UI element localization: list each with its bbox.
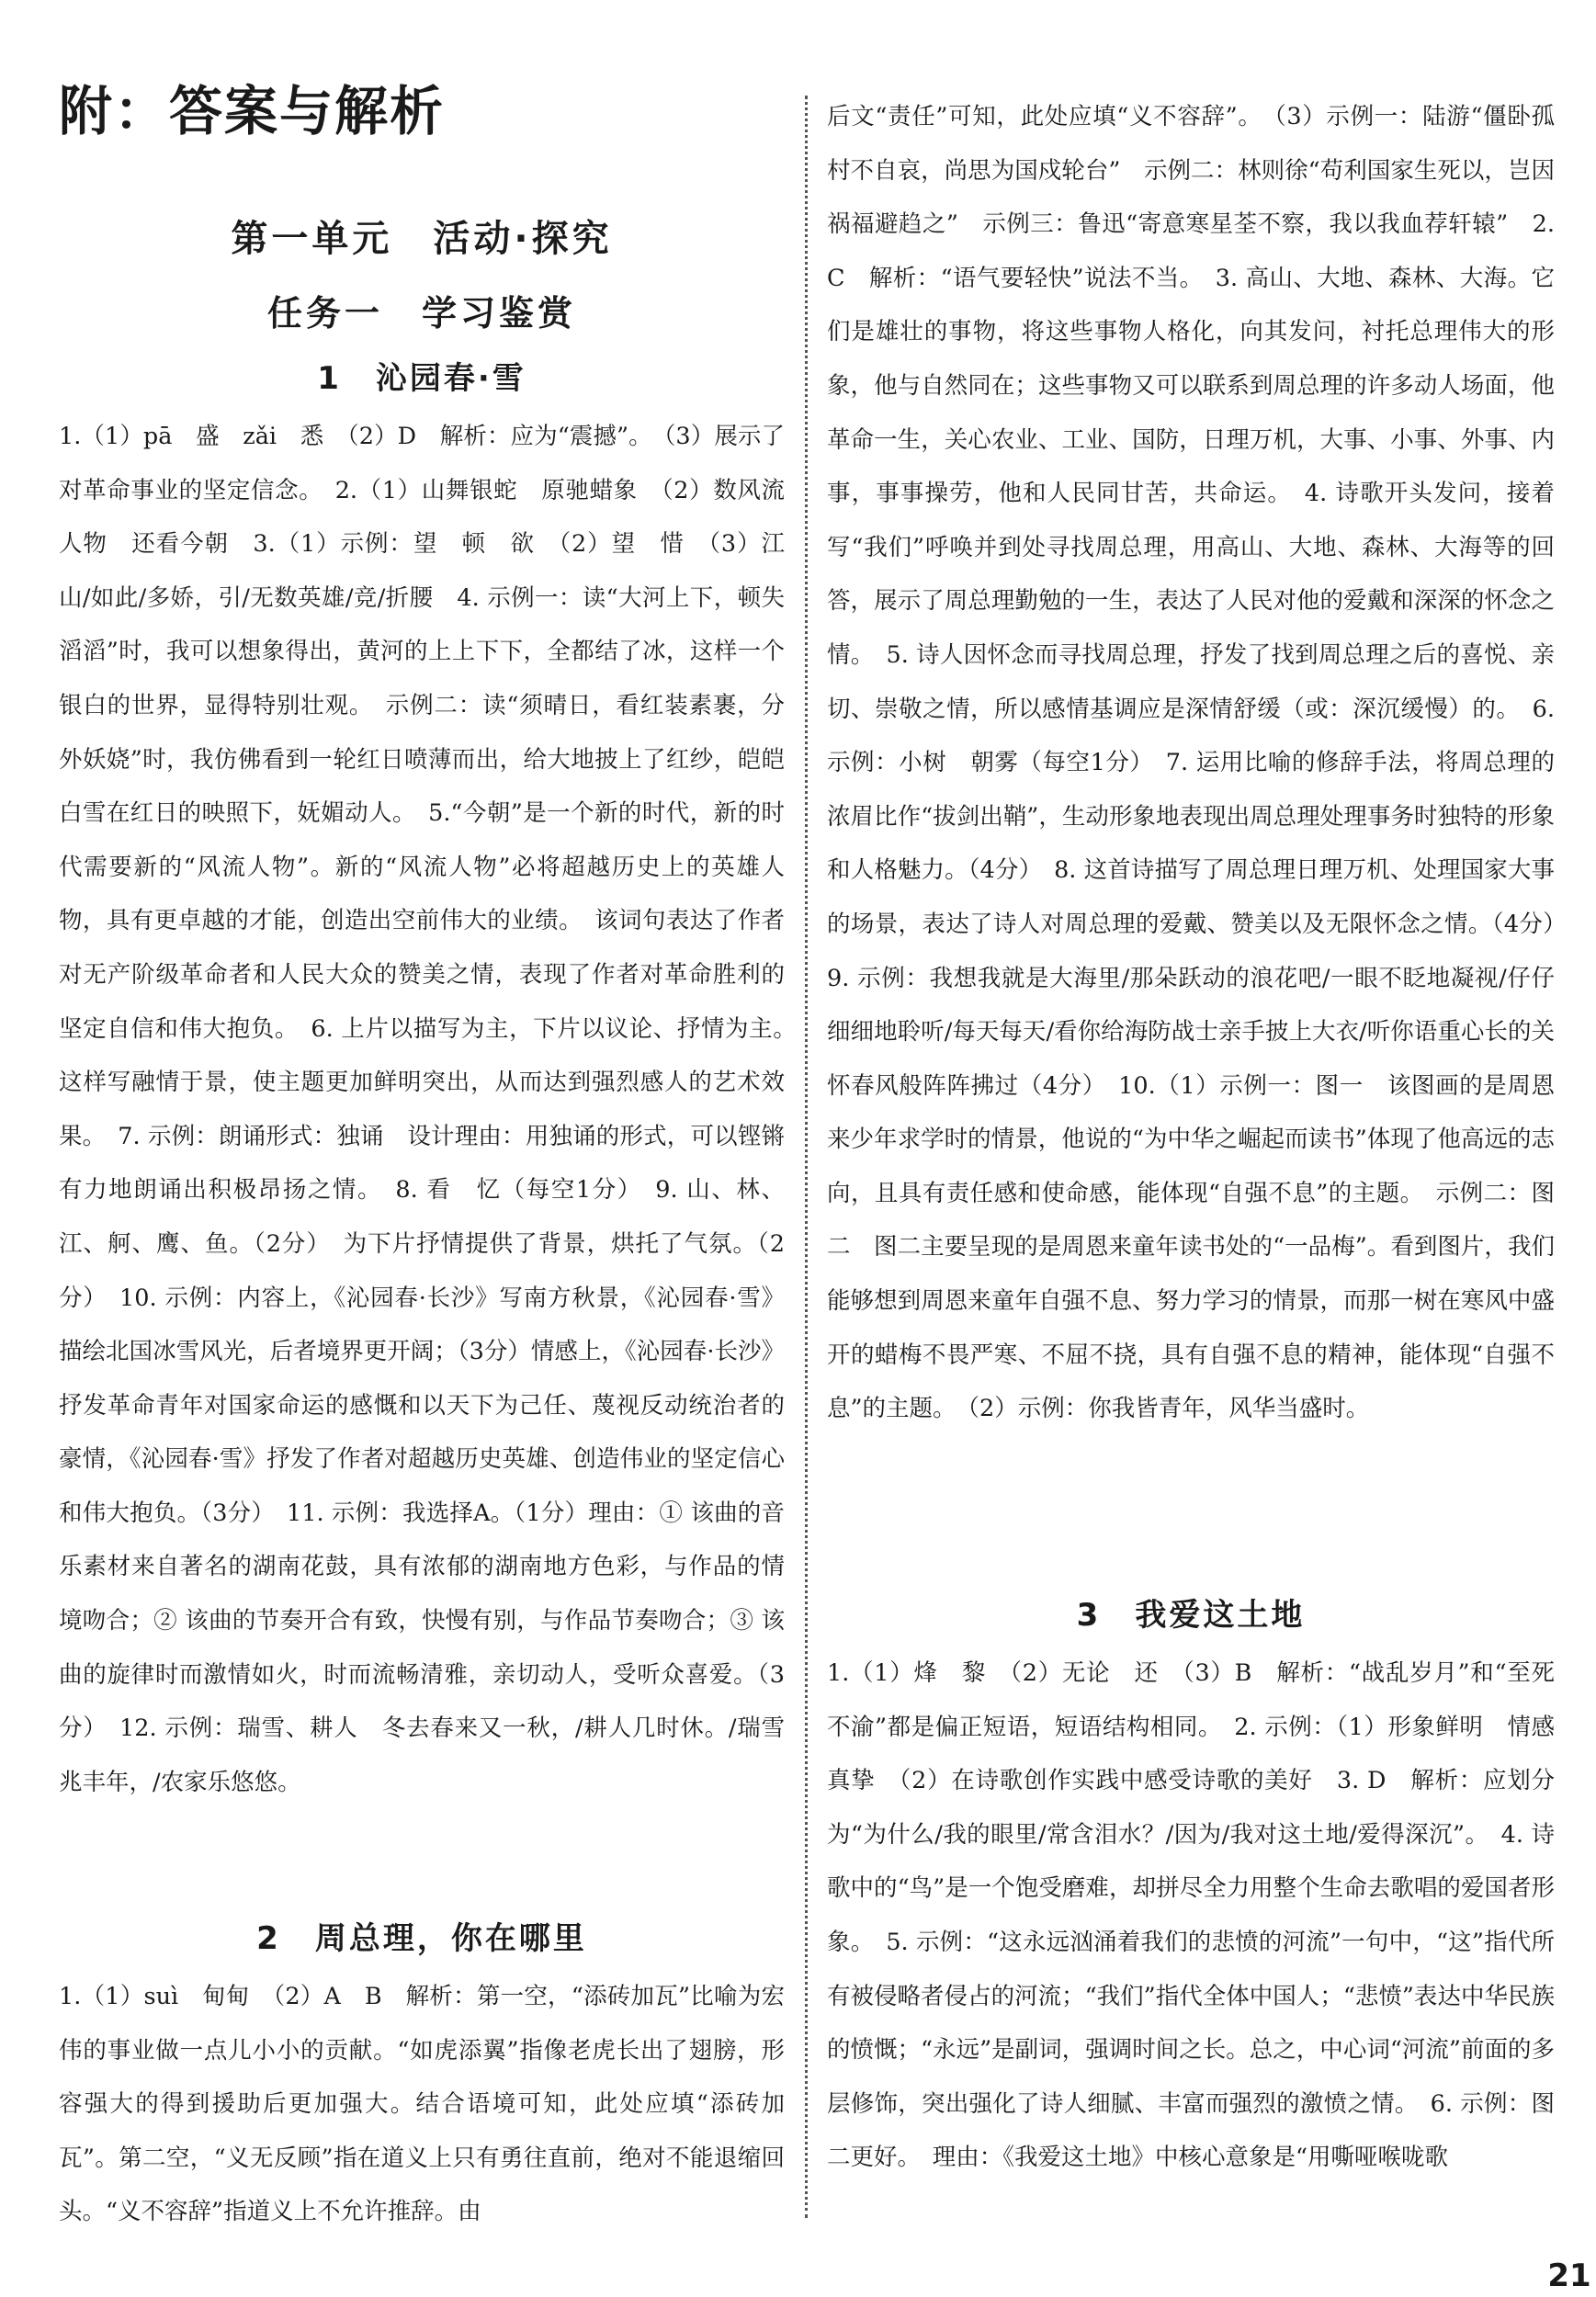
- task-title: 任务一 学习鉴赏: [266, 293, 576, 334]
- page-header: 附：答案与解析: [59, 80, 446, 142]
- lesson-1-answers: 1.（1）pā 盛 zǎi 悉 （2）D 解析：应为“震撼”。 （3）展示了对革命事业的坚定信念。 2.（1）山舞银蛇 原驰蜡象 （2）数风流人物 还看今朝 3.（1）示例：望 顿 欲 （2）望 惜 （3）江山/如此/多娇，引/无数英雄/竞/折腰 4. 示例一：读“大河上下，顿失滔滔”时，我可以想象得出，黄河的上上下下，全都结了冰，这样一个银白的世界，显得特别壮观。 示例二：读“须晴日，看红装素裹，分外妖娆”时，我仿佛看到一轮红日喷薄而出，给大地披上了红纱，皑皑白雪在红日的映照下，妩媚动人。 5.“今朝”是一个新的时代，新的时代需要新的“风流人物”。新的“风流人物”必将超越历史上的英雄人物，具有更卓越的才能，创造出空前伟大的业绩。 该词句表达了作者对无产阶级革命者和人民大众的赞美之情，表现了作者对革命胜利的坚定自信和伟大抱负。 6. 上片以描写为主，下片以议论、抒情为主。 这样写融情于景，使主题更加鲜明突出，从而达到强烈感人的艺术效果。 7. 示例：朗诵形式：独诵 设计理由：用独诵的形式，可以铿锵有力地朗诵出积极昂扬之情。 8. 看 忆（每空1分） 9. 山、林、江、舸、鹰、鱼。（2分） 为下片抒情提供了背景，烘托了气氛。（2分） 10. 示例：内容上，《沁园春·长沙》写南方秋景，《沁园春·雪》描绘北国冰雪风光，后者境界更开阔；（3分）情感上，《沁园春·长沙》抒发革命青年对国家命运的感慨和以天下为己任、蔑视反动统治者的豪情，《沁园春·雪》抒发了作者对超越历史英雄、创造伟业的坚定信心和伟大抱负。（3分） 11. 示例：我选择A。（1分）理由：① 该曲的音乐素材来自著名的湖南花鼓，具有浓郁的湖南地方色彩，与作品的情境吻合；② 该曲的节奏开合有致，快慢有别，与作品节奏吻合；③ 该曲的旋律时而激情如火，时而流畅清雅，亲切动人，受听众喜爱。（3分） 12. 示例：瑞雪、耕人 冬去春来又一秋，/耕人几时休。/瑞雪兆丰年，/农家乐悠悠。: [59, 423, 809, 1796]
- lesson-2-title: 2 周总理，你在哪里: [256, 1920, 587, 1957]
- lesson-1-title: 1 沁园春·雪: [317, 360, 526, 397]
- lesson-2-answers-continued: 后文“责任”可知，此处应填“义不容辞”。 （3）示例一：陆游“僵卧孤村不自哀，尚思为国戍轮台” 示例二：林则徐“苟利国家生死以，岂因祸福避趋之” 示例三：鲁迅“寄意寒星荃不察，我以我血荐轩辕” 2. C 解析：“语气要轻快”说法不当。 3. 高山、大地、森林、大海。它们是雄壮的事物，将这些事物人格化，向其发问，衬托总理伟大的形象，他与自然同在；这些事物又可以联系到周总理的许多动人场面，他革命一生，关心农业、工业、国防，日理万机，大事、小事、外事、内事，事事操劳，他和人民同甘苦，共命运。 4. 诗歌开头发问，接着写“我们”呼唤并到处寻找周总理，用高山、大地、森林、大海等的回答，展示了周总理勤勉的一生，表达了人民对他的爱戴和深深的怀念之情。 5. 诗人因怀念而寻找周总理，抒发了找到周总理之后的喜悦、亲切、崇敬之情，所以感情基调应是深情舒缓（或：深沉缓慢）的。 6. 示例：小树 朝雾（每空1分） 7. 运用比喻的修辞手法，将周总理的浓眉比作“拔剑出鞘”，生动形象地表现出周总理处理事务时独特的形象和人格魅力。（4分） 8. 这首诗描写了周总理日理万机、处理国家大事的场景，表达了诗人对周总理的爱戴、赞美以及无限怀念之情。（4分） 9. 示例：我想我就是大海里/那朵跃动的浪花吧/一眼不眨地凝视/仔仔细细地聆听/每天每天/看你给海防战士亲手披上大衣/听你语重心长的关怀春风般阵阵拂过（4分） 10.（1）示例一：图一 该图画的是周恩来少年求学时的情景，他说的“为中华之崛起而读书”体现了他高远的志向，且具有责任感和使命感，能体现“自强不息”的主题。 示例二：图二 图二主要呈现的是周恩来童年读书处的“一品梅”。看到图片，我们能够想到周恩来童年自强不息、努力学习的情景，而那一树在寒风中盛开的蜡梅不畏严寒、不屈不挠，具有自强不息的精神，能体现“自强不息”的主题。 （2）示例：你我皆青年，风华当盛时。: [827, 103, 1579, 1423]
- lesson-2-answers: 1.（1）suì 甸甸 （2）A B 解析：第一空，“添砖加瓦”比喻为宏伟的事业做一点儿小小的贡献。“如虎添翼”指像老虎长出了翅膀，形容强大的得到援助后更加强大。结合语境可知，此处应填“添砖加瓦”。第二空，“义无反顾”指在道义上只有勇往直前，绝对不能退缩回头。“义不容辞”指道义上不允许推辞。由: [59, 1983, 785, 2226]
- column-divider: [805, 96, 808, 2218]
- page-number: 21: [1543, 2255, 1596, 2297]
- unit-title: 第一单元 活动·探究: [231, 218, 613, 260]
- lesson-3-answers: 1.（1）烽 黎 （2）无论 还 （3）B 解析：“战乱岁月”和“至死不渝”都是偏正短语，短语结构相同。 2. 示例：（1）形象鲜明 情感真挚 （2）在诗歌创作实践中感受诗歌的美好 3. D 解析：应划分为“为什么/我的眼里/常含泪水？/因为/我对这土地/爱得深沉”。 4. 诗歌中的“鸟”是一个饱受磨难，却拼尽全力用整个生命去歌唱的爱国者形象。 5. 示例：“这永远汹涌着我们的悲愤的河流”一句中，“这”指代所有被侵略者侵占的河流；“我们”指代全体中国人；“悲愤”表达中华民族的愤慨；“永远”是副词，强调时间之长。总之，中心词“河流”前面的多层修饰，突出强化了诗人细腻、丰富而强烈的激愤之情。 6. 示例：图二更好。 理由：《我爱这土地》中核心意象是“用嘶哑喉咙歌: [827, 1659, 1555, 2172]
- lesson-3-title: 3 我爱这土地: [1076, 1597, 1306, 1634]
